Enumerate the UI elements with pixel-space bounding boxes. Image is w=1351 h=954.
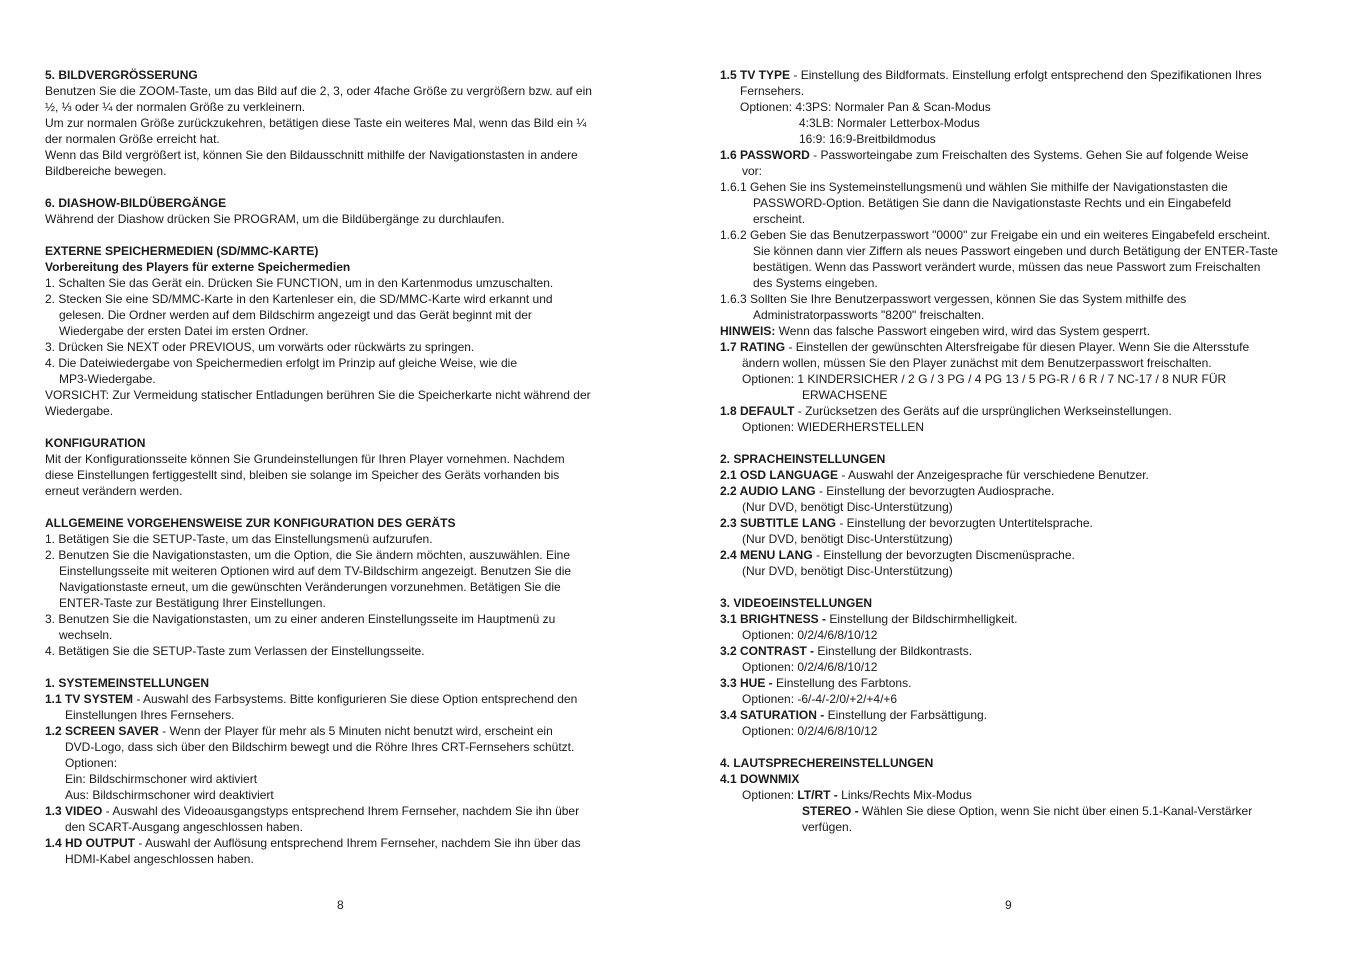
text-line <box>720 99 1320 115</box>
text-line <box>720 707 1320 723</box>
text-line <box>45 67 645 83</box>
line-text: - Passworteingabe zum Freischalten des Systems. Gehen Sie auf folgende Weise <box>809 148 1249 162</box>
text-line <box>45 275 645 291</box>
bold-term: 2.2 AUDIO LANG <box>720 484 816 498</box>
text-line <box>45 595 645 611</box>
text-line <box>45 499 645 515</box>
text-line <box>45 835 645 851</box>
text-line <box>45 195 645 211</box>
text-line <box>720 659 1320 675</box>
text-line <box>45 563 645 579</box>
text-line <box>720 771 1320 787</box>
text-line <box>720 387 1320 403</box>
line-text: Einstellung des Farbtons. <box>772 676 912 690</box>
text-line <box>45 643 645 659</box>
bold-term: 3. VIDEOEINSTELLUNGEN <box>720 596 873 610</box>
text-line <box>45 739 645 755</box>
line-text: Navigationstaste erneut, um die gewünschten Veränderungen vorzunehmen. Betätigen Sie die <box>59 580 561 594</box>
line-text: 1.6.3 Sollten Sie Ihre Benutzerpasswort vergessen, können Sie das System mithilfe des <box>720 292 1187 306</box>
line-text: Bildbereiche bewegen. <box>45 164 167 178</box>
text-line <box>720 675 1320 691</box>
bold-term: Vorbereitung des Players für externe Speichermedien <box>45 260 351 274</box>
bold-term: 1.8 DEFAULT <box>720 404 795 418</box>
line-text: - Wenn der Player für mehr als 5 Minuten nicht benutzt wird, erscheint ein <box>158 724 553 738</box>
bold-term: 5. BILDVERGRÖSSERUNG <box>45 68 198 82</box>
line-text: (Nur DVD, benötigt Disc-Unterstützung) <box>742 500 953 514</box>
text-line <box>720 339 1320 355</box>
bold-term: 1.3 VIDEO <box>45 804 103 818</box>
line-text: Aus: Bildschirmschoner wird deaktiviert <box>65 788 274 802</box>
bold-term: 4.1 DOWNMIX <box>720 772 800 786</box>
text-line <box>45 515 645 531</box>
text-line <box>720 627 1320 643</box>
text-line <box>720 643 1320 659</box>
text-line <box>720 467 1320 483</box>
text-line <box>45 787 645 803</box>
page-number-left: 8 <box>337 898 344 912</box>
line-text: Während der Diashow drücken Sie PROGRAM, um die Bildübergänge zu durchlaufen. <box>45 212 505 226</box>
text-line <box>45 227 645 243</box>
text-line <box>45 147 645 163</box>
line-text: Einstellung der Farbsättigung. <box>824 708 987 722</box>
text-line <box>45 483 645 499</box>
bold-term: 3.4 SATURATION - <box>720 708 825 722</box>
line-text: bestätigen. Wenn das Passwort verändert wurde, müssen das neue Passwort zum Freischalten <box>753 260 1261 274</box>
text-line <box>45 403 645 419</box>
bold-term: 1.2 SCREEN SAVER <box>45 724 159 738</box>
line-text: - Auswahl der Auflösung entsprechend Ihrem Fernseher, nachdem Sie ihn über das <box>135 836 581 850</box>
line-text: PASSWORD-Option. Betätigen Sie dann die Navigationstaste Rechts und ein Eingabefeld <box>753 196 1232 210</box>
line-text: Mit der Konfigurationsseite können Sie Grundeinstellungen für Ihren Player vornehmen. Nachdem <box>45 452 565 466</box>
line-prefix: Optionen: <box>742 788 798 802</box>
line-text: Optionen: 0/2/4/6/8/10/12 <box>742 628 878 642</box>
text-line <box>45 579 645 595</box>
text-line <box>45 131 645 147</box>
text-line <box>720 195 1320 211</box>
line-text: - Auswahl des Farbsystems. Bitte konfigurieren Sie diese Option entsprechend den <box>133 692 578 706</box>
line-text: 1.6.1 Gehen Sie ins Systemeinstellungsmenü und wählen Sie mithilfe der Navigationstasten die <box>720 180 1228 194</box>
text-line <box>45 723 645 739</box>
line-text: verfügen. <box>802 820 853 834</box>
line-text: den SCART-Ausgang angeschlossen haben. <box>65 820 303 834</box>
line-text: 16:9: 16:9-Breitbildmodus <box>799 132 936 146</box>
line-text: Um zur normalen Größe zurückzukehren, betätigen diese Taste ein weiteres Mal, wenn das Bild ein ¼ <box>45 116 587 130</box>
line-text: 3. Drücken Sie NEXT oder PREVIOUS, um vorwärts oder rückwärts zu springen. <box>45 340 475 354</box>
text-line <box>720 131 1320 147</box>
text-line <box>720 435 1320 451</box>
line-text: VORSICHT: Zur Vermeidung statischer Entladungen berühren Sie die Speicherkarte nicht während der <box>45 388 591 402</box>
line-text: Optionen: WIEDERHERSTELLEN <box>742 420 925 434</box>
text-line <box>45 467 645 483</box>
text-line <box>45 659 645 675</box>
text-line <box>45 755 645 771</box>
text-line <box>720 595 1320 611</box>
text-line <box>720 323 1320 339</box>
line-text: Optionen: -6/-4/-2/0/+2/+4/+6 <box>742 692 898 706</box>
text-line <box>45 627 645 643</box>
right-page-text <box>720 67 1320 835</box>
text-line <box>720 819 1320 835</box>
line-text: erneut verändern werden. <box>45 484 183 498</box>
line-text: Wiedergabe der ersten Datei im ersten Ordner. <box>59 324 309 338</box>
line-text: - Einstellung der bevorzugten Audiosprache. <box>815 484 1055 498</box>
text-line <box>45 707 645 723</box>
line-text: - Einstellung der bevorzugten Untertitelsprache. <box>836 516 1093 530</box>
bold-term: LT/RT - <box>797 788 838 802</box>
text-line <box>45 371 645 387</box>
text-line <box>45 531 645 547</box>
text-line <box>45 211 645 227</box>
text-line <box>45 83 645 99</box>
line-text: Einstellung der Bildkontrasts. <box>814 644 973 658</box>
line-text: MP3-Wiedergabe. <box>59 372 156 386</box>
text-line <box>45 819 645 835</box>
text-line <box>45 323 645 339</box>
text-line <box>720 755 1320 771</box>
bold-term: 1.1 TV SYSTEM <box>45 692 134 706</box>
text-line <box>720 275 1320 291</box>
line-text: Wenn das falsche Passwort eingeben wird, wird das System gesperrt. <box>775 324 1150 338</box>
line-text: erscheint. <box>753 212 806 226</box>
text-line <box>720 83 1320 99</box>
text-line <box>45 339 645 355</box>
bold-term: 1.4 HD OUTPUT <box>45 836 136 850</box>
text-line <box>720 227 1320 243</box>
text-line <box>720 787 1320 803</box>
text-line <box>720 611 1320 627</box>
text-line <box>720 723 1320 739</box>
text-line <box>720 179 1320 195</box>
line-text: 3. Benutzen Sie die Navigationstasten, um zu einer anderen Einstellungsseite im Hauptmenü zu <box>45 612 556 626</box>
line-text: Wiedergabe. <box>45 404 114 418</box>
bold-term: 1.6 PASSWORD <box>720 148 810 162</box>
text-line <box>720 211 1320 227</box>
text-line <box>720 147 1320 163</box>
line-text: Optionen: 4:3PS: Normaler Pan & Scan-Modus <box>740 100 991 114</box>
page-number-right: 9 <box>1005 898 1012 912</box>
line-text: diese Einstellungen fertiggestellt sind, bleiben sie solange im Speicher des Geräts vorhanden bis <box>45 468 560 482</box>
text-line <box>720 515 1320 531</box>
bold-term: 2.4 MENU LANG <box>720 548 813 562</box>
line-text: Wenn das Bild vergrößert ist, können Sie den Bildausschnitt mithilfe der Navigationstasten in andere <box>45 148 578 162</box>
text-line <box>45 243 645 259</box>
line-text: 4. Betätigen Sie die SETUP-Taste zum Verlassen der Einstellungsseite. <box>45 644 425 658</box>
line-text: Einstellungen Ihres Fernsehers. <box>65 708 235 722</box>
text-line <box>45 259 645 275</box>
line-text: Optionen: 1 KINDERSICHER / 2 G / 3 PG / 4 PG 13 / 5 PG-R / 6 R / 7 NC-17 / 8 NUR FÜR <box>742 372 1227 386</box>
text-line <box>720 371 1320 387</box>
line-text: HDMI-Kabel angeschlossen haben. <box>65 852 254 866</box>
line-text: 4. Die Dateiwiedergabe von Speichermedien erfolgt im Prinzip auf gleiche Weise, wie die <box>45 356 518 370</box>
line-text: 1. Betätigen Sie die SETUP-Taste, um das Einstellungsmenü aufzurufen. <box>45 532 433 546</box>
line-text: (Nur DVD, benötigt Disc-Unterstützung) <box>742 564 953 578</box>
line-text: 2. Benutzen Sie die Navigationstasten, um die Option, die Sie ändern möchten, auszuwählen. Eine <box>45 548 570 562</box>
text-line <box>45 451 645 467</box>
text-line <box>45 435 645 451</box>
text-line <box>720 291 1320 307</box>
line-text: Wählen Sie diese Option, wenn Sie nicht über einen 5.1-Kanal-Verstärker <box>858 804 1253 818</box>
text-line <box>720 803 1320 819</box>
bold-term: 2.1 OSD LANGUAGE <box>720 468 839 482</box>
text-line <box>45 387 645 403</box>
text-line <box>720 739 1320 755</box>
bold-term: 3.3 HUE - <box>720 676 773 690</box>
line-text: 4:3LB: Normaler Letterbox-Modus <box>799 116 980 130</box>
bold-term: EXTERNE SPEICHERMEDIEN (SD/MMC-KARTE) <box>45 244 319 258</box>
text-line <box>45 419 645 435</box>
text-line <box>45 99 645 115</box>
text-line <box>720 355 1320 371</box>
line-text: - Auswahl des Videoausgangstyps entsprechend Ihrem Fernseher, nachdem Sie ihn über <box>102 804 580 818</box>
line-text: Links/Rechts Mix-Modus <box>837 788 972 802</box>
line-text: der normalen Größe erreicht hat. <box>45 132 220 146</box>
line-text: DVD-Logo, dass sich über den Bildschirm bewegt und die Röhre Ihres CRT-Fernsehers schützt. <box>65 740 575 754</box>
line-text: Benutzen Sie die ZOOM-Taste, um das Bild auf die 2, 3, oder 4fache Größe zu vergrößern bzw. auf ein <box>45 84 592 98</box>
text-line <box>45 771 645 787</box>
bold-term: 1. SYSTEMEINSTELLUNGEN <box>45 676 210 690</box>
text-line <box>45 115 645 131</box>
line-text: Einstellungsseite mit weiteren Optionen wird auf dem TV-Bildschirm angezeigt. Benutzen Sie die <box>59 564 572 578</box>
line-text: gelesen. Die Ordner werden auf dem Bildschirm angezeigt und das Gerät beginnt mit der <box>59 308 532 322</box>
line-text: ändern wollen, müssen Sie den Player zunächst mit dem Benutzerpasswort freischalten. <box>742 356 1212 370</box>
text-line <box>45 163 645 179</box>
line-text: - Auswahl der Anzeigesprache für verschiedene Benutzer. <box>838 468 1149 482</box>
bold-term: 2.3 SUBTITLE LANG <box>720 516 837 530</box>
left-page-text <box>45 67 645 867</box>
bold-term: STEREO - <box>802 804 859 818</box>
line-text: Optionen: <box>65 756 118 770</box>
text-line <box>720 163 1320 179</box>
line-text: Sie können dann vier Ziffern als neues Passwort eingeben und durch Betätigung der ENTER-Taste <box>753 244 1278 258</box>
line-text: Fernsehers. <box>740 84 805 98</box>
text-line <box>45 547 645 563</box>
text-line <box>720 531 1320 547</box>
bold-term: 2. SPRACHEINSTELLUNGEN <box>720 452 886 466</box>
text-line <box>720 243 1320 259</box>
bold-term: 6. DIASHOW-BILDÜBERGÄNGE <box>45 196 227 210</box>
text-line <box>720 115 1320 131</box>
bold-term: 1.5 TV TYPE <box>720 68 791 82</box>
line-text: Ein: Bildschirmschoner wird aktiviert <box>65 772 258 786</box>
line-text: - Zurücksetzen des Geräts auf die ursprünglichen Werkseinstellungen. <box>794 404 1172 418</box>
line-text: wechseln. <box>59 628 113 642</box>
bold-term: ALLGEMEINE VORGEHENSWEISE ZUR KONFIGURATION DES GERÄTS <box>45 516 456 530</box>
line-text: des Systems eingeben. <box>753 276 878 290</box>
line-text: 1. Schalten Sie das Gerät ein. Drücken Sie FUNCTION, um in den Kartenmodus umzuschalten. <box>45 276 554 290</box>
bold-term: 3.1 BRIGHTNESS - <box>720 612 827 626</box>
text-line <box>720 419 1320 435</box>
line-text: ENTER-Taste zur Bestätigung Ihrer Einstellungen. <box>59 596 326 610</box>
line-text: vor: <box>742 164 763 178</box>
text-line <box>720 691 1320 707</box>
text-line <box>45 611 645 627</box>
line-text: 1.6.2 Geben Sie das Benutzerpasswort "0000" zur Freigabe ein und ein weiteres Eingabefeld erscheint. <box>720 228 1271 242</box>
line-text: - Einstellung der bevorzugten Discmenüsprache. <box>812 548 1075 562</box>
line-text: Einstellung der Bildschirmhelligkeit. <box>826 612 1018 626</box>
line-text: 2. Stecken Sie eine SD/MMC-Karte in den Kartenleser ein, die SD/MMC-Karte wird erkannt und <box>45 292 553 306</box>
text-line <box>720 563 1320 579</box>
line-text: Administratorpassworts "8200" freischalten. <box>753 308 985 322</box>
bold-term: KONFIGURATION <box>45 436 146 450</box>
text-line <box>720 307 1320 323</box>
line-text: ERWACHSENE <box>802 388 888 402</box>
line-text: Optionen: 0/2/4/6/8/10/12 <box>742 660 878 674</box>
text-line <box>720 403 1320 419</box>
line-text: - Einstellung des Bildformats. Einstellung erfolgt entsprechend den Spezifikationen Ihres <box>790 68 1262 82</box>
text-line <box>45 291 645 307</box>
bold-term: HINWEIS: <box>720 324 776 338</box>
text-line <box>45 691 645 707</box>
text-line <box>45 355 645 371</box>
bold-term: 1.7 RATING <box>720 340 786 354</box>
text-line <box>45 851 645 867</box>
text-line <box>45 675 645 691</box>
line-text: Optionen: 0/2/4/6/8/10/12 <box>742 724 878 738</box>
text-line <box>45 307 645 323</box>
text-line <box>45 179 645 195</box>
text-line <box>720 483 1320 499</box>
text-line <box>45 803 645 819</box>
text-line <box>720 451 1320 467</box>
bold-term: 4. LAUTSPRECHEREINSTELLUNGEN <box>720 756 934 770</box>
text-line <box>720 499 1320 515</box>
line-text: - Einstellen der gewünschten Altersfreigabe für diesen Player. Wenn Sie die Altersstufe <box>785 340 1250 354</box>
line-text: ½, ⅓ oder ¼ der normalen Größe zu verkleinern. <box>45 100 306 114</box>
text-line <box>720 579 1320 595</box>
text-line <box>720 259 1320 275</box>
text-line <box>720 547 1320 563</box>
bold-term: 3.2 CONTRAST - <box>720 644 815 658</box>
text-line <box>720 67 1320 83</box>
line-text: (Nur DVD, benötigt Disc-Unterstützung) <box>742 532 953 546</box>
